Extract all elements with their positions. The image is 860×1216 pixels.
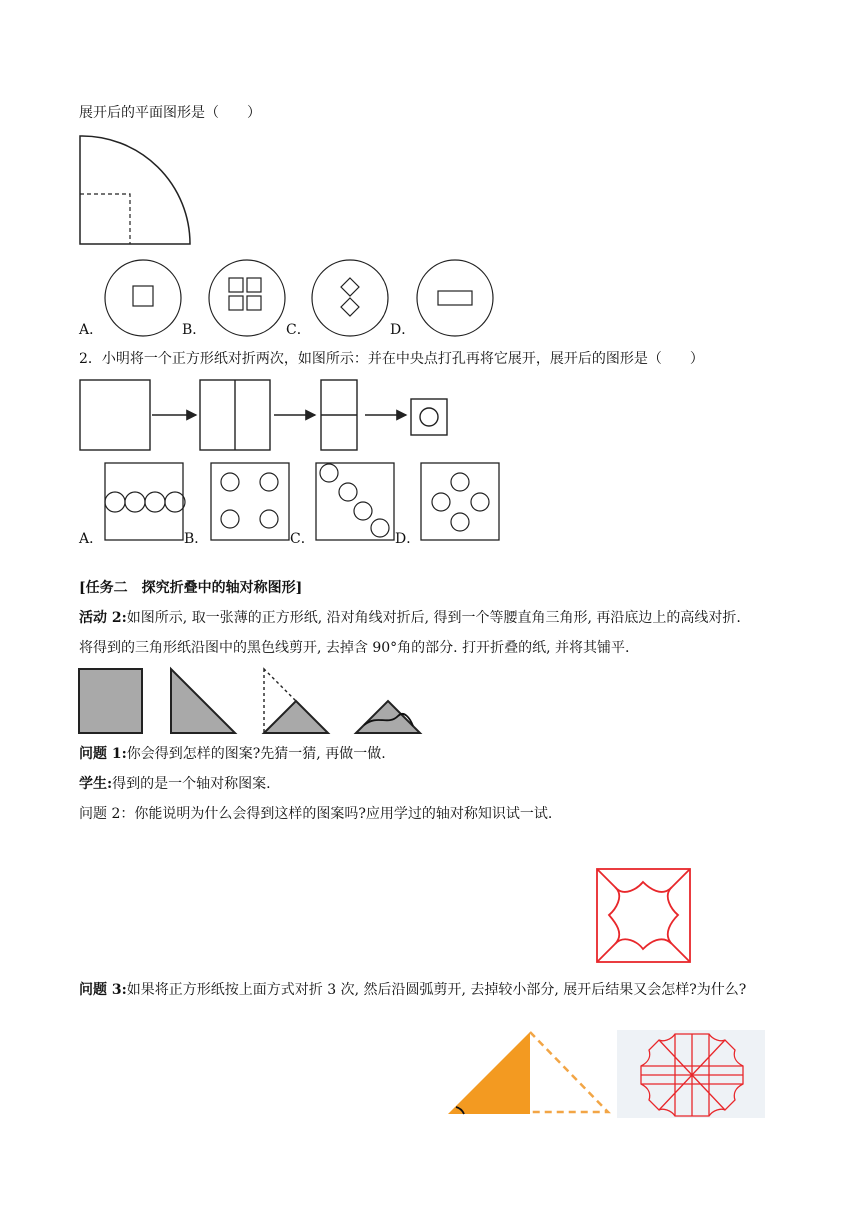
quarter-circle-figure: [78, 134, 198, 249]
folding-sequence-figure: [78, 378, 458, 453]
task2-heading: [任务二 探究折叠中的轴对称图形]: [79, 580, 303, 596]
problem-1-text: 你会得到怎样的图案?先猜一猜, 再做一做.: [126, 746, 386, 762]
activity-2-label: 活动 2:: [79, 610, 127, 626]
problem-1-label: 问题 1:: [79, 746, 127, 762]
q1-option-b-figure[interactable]: [207, 258, 287, 338]
problem-2-text: 问题 2：你能说明为什么会得到这样的图案吗?应用学过的轴对称知识试一试.: [79, 806, 553, 822]
q2-option-a-label[interactable]: A．: [79, 531, 104, 547]
fold-steps-figure: [78, 668, 428, 738]
problem-1-line: [79, 744, 386, 764]
q2-option-c-label[interactable]: C．: [290, 531, 315, 547]
q1-option-d-figure[interactable]: [415, 258, 495, 338]
orange-triangle-figure: [434, 1030, 614, 1120]
q2-prompt: 2．小明将一个正方形纸对折两次，如图所示：并在中央点打孔再将它展开，展开后的图形是（ ）: [79, 351, 704, 367]
q1-prompt: 展开后的平面图形是（ ）: [79, 105, 261, 121]
activity-2-line-1: [79, 608, 741, 628]
student-text: 得到的是一个轴对称图案.: [112, 776, 271, 792]
unfolded-pattern-figure: [594, 866, 694, 966]
q1-option-c-label[interactable]: C．: [286, 322, 311, 338]
student-label: 学生:: [79, 776, 113, 792]
activity-2-line-2: 将得到的三角形纸沿图中的黑色线剪开, 去掉含 90°角的部分. 打开折叠的纸, 并将其铺平.: [79, 640, 630, 656]
q2-option-d-figure[interactable]: [420, 462, 502, 542]
student-line: [79, 774, 271, 794]
problem-3-text: 如果将正方形纸按上面方式对折 3 次, 然后沿圆弧剪开, 去掉较小部分, 展开后结果又会怎样?为什么?: [126, 982, 747, 998]
q2-option-d-label[interactable]: D．: [395, 531, 421, 547]
q2-option-c-figure[interactable]: [315, 462, 397, 542]
problem-3-label: 问题 3:: [79, 982, 127, 998]
q2-option-b-figure[interactable]: [210, 462, 292, 542]
problem-3-line: [79, 980, 746, 1000]
q2-option-b-label[interactable]: B．: [184, 531, 209, 547]
q1-option-b-label[interactable]: B．: [182, 322, 207, 338]
octagon-pattern-figure: [617, 1030, 767, 1120]
q1-option-a-figure[interactable]: [103, 258, 183, 338]
q1-option-d-label[interactable]: D．: [390, 322, 416, 338]
activity-2-text: 如图所示, 取一张薄的正方形纸, 沿对角线对折后, 得到一个等腰直角三角形, 再沿底边上的高线对折.: [126, 610, 741, 626]
q1-option-c-figure[interactable]: [310, 258, 390, 338]
q2-option-a-figure[interactable]: [104, 462, 186, 542]
q1-option-a-label[interactable]: A．: [79, 322, 104, 338]
